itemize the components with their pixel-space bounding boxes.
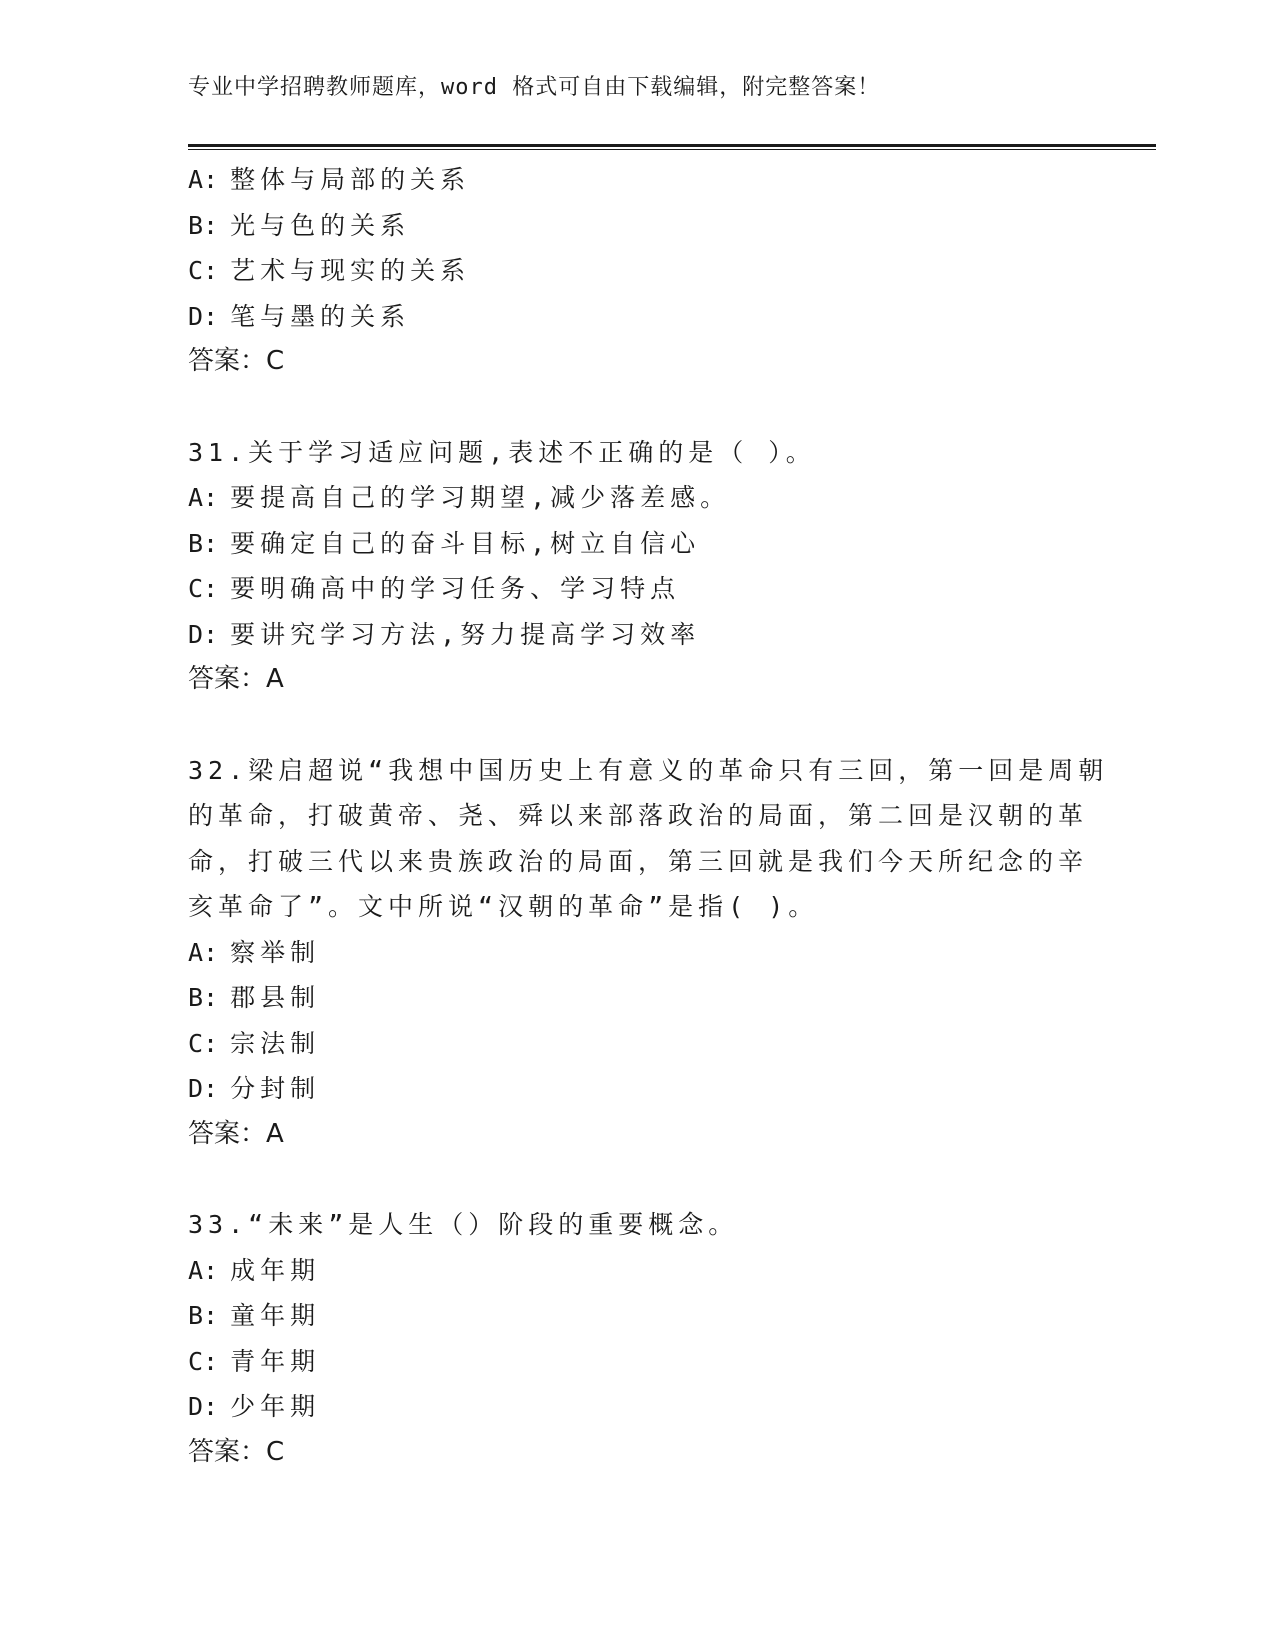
option-a: A: 整体与局部的关系 [188,165,471,194]
answer-line: 答案：A [188,664,284,694]
option-b: B: 郡县制 [188,983,321,1012]
option-d: D: 笔与墨的关系 [188,301,411,331]
option-d: D: 分封制 [188,1074,321,1103]
question-33 [188,1202,1088,1475]
question-stem: 31.关于学习适应问题,表述不正确的是（ ）。 [188,437,816,467]
answer-line: 答案：A [188,1118,284,1149]
option-c: C: 艺术与现实的关系 [188,256,471,285]
question-stem-line: 32.梁启超说“我想中国历史上有意义的革命只有三回，第一回是周朝 [188,755,1109,785]
option-a: A: 察举制 [188,937,321,967]
option-b: B: 要确定自己的奋斗目标,树立自信心 [188,528,701,558]
question-stem-line: 亥革命了”。文中所说“汉朝的革命”是指( )。 [188,892,819,921]
option-b: B: 童年期 [188,1301,321,1330]
header-rule [188,144,1156,150]
option-c: C: 要明确高中的学习任务、学习特点 [188,574,681,603]
question-32 [188,748,1109,1158]
page-header: 专业中学招聘教师题库，word 格式可自由下载编辑，附完整答案！ [188,75,881,100]
option-d: D: 要讲究学习方法,努力提高学习效率 [188,619,701,649]
question-list [188,157,1109,1475]
question-stem-line: 命，打破三代以来贵族政治的局面，第三回就是我们今天所纪念的辛 [188,846,1089,876]
option-c: C: 青年期 [188,1346,321,1376]
answer-line: 答案：C [188,346,285,376]
option-d: D: 少年期 [188,1392,321,1421]
option-a: A: 成年期 [188,1255,321,1285]
question-30-continued [188,157,1088,385]
question-stem-line: 的革命，打破黄帝、尧、舜以来部落政治的局面，第二回是汉朝的革 [188,801,1089,830]
question-31 [188,430,1088,703]
question-stem: 33.“未来”是人生（）阶段的重要概念。 [188,1210,739,1239]
option-c: C: 宗法制 [188,1028,321,1058]
option-b: B: 光与色的关系 [188,210,411,240]
option-a: A: 要提高自己的学习期望,减少落差感。 [188,483,731,512]
answer-line: 答案：C [188,1436,285,1467]
